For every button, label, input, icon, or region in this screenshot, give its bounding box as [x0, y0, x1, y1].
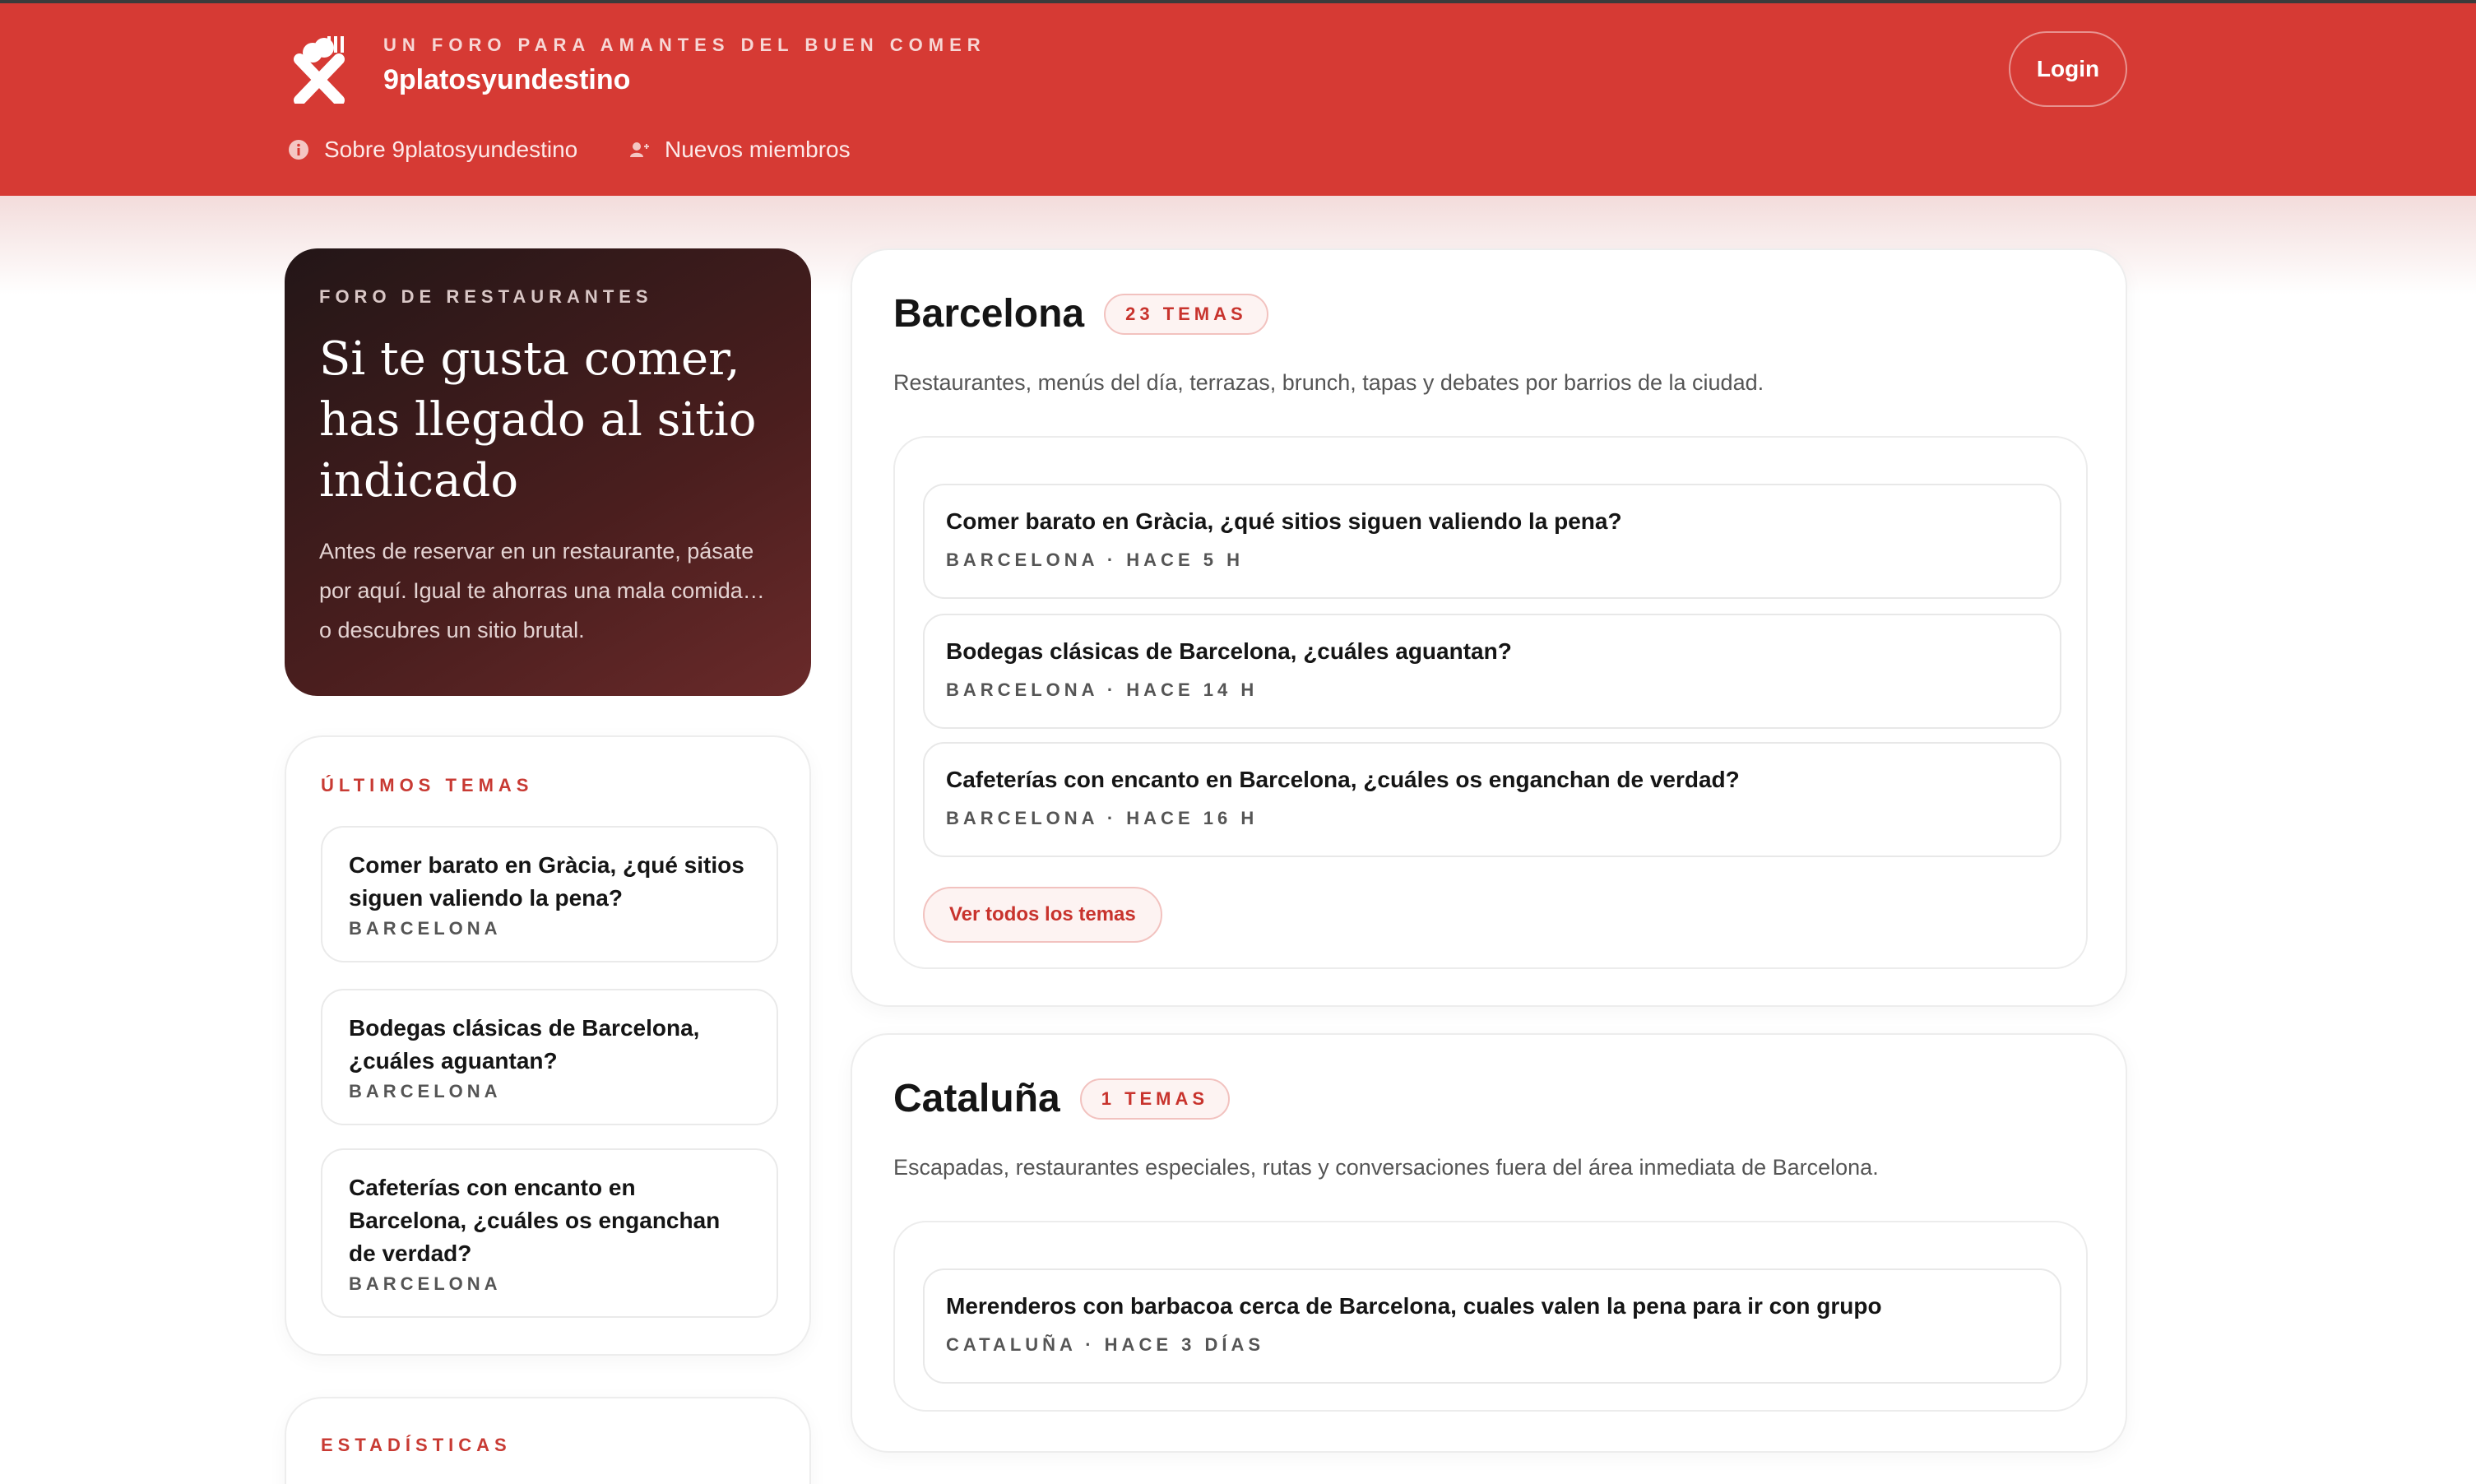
login-button[interactable]: Login [2009, 31, 2127, 107]
latest-topic-title: Comer barato en Gràcia, ¿qué sitios siguen valiendo la pena? [349, 852, 744, 911]
latest-topics-card [285, 735, 811, 1356]
topic-item[interactable] [923, 484, 2061, 599]
latest-topic-meta: BARCELONA [349, 1273, 502, 1294]
section-barcelona [851, 248, 2127, 1007]
topic-meta: BARCELONA · HACE 16 H [946, 808, 1259, 828]
nav-new-members[interactable] [628, 137, 851, 163]
nav-about[interactable] [288, 137, 577, 163]
topics-list [893, 436, 2088, 969]
stats-card [285, 1397, 811, 1484]
topic-item[interactable] [923, 1268, 2061, 1384]
section-title[interactable]: Barcelona [893, 292, 1085, 336]
latest-topic-item[interactable] [321, 989, 778, 1125]
topic-item[interactable] [923, 742, 2061, 857]
hero-card [285, 248, 811, 696]
section-cataluna [851, 1033, 2127, 1453]
section-description: Restaurantes, menús del día, terrazas, brunch, tapas y debates por barrios de la ciudad. [893, 370, 1764, 395]
hero-title: Si te gusta comer, has llegado al sitio indicado [319, 332, 757, 508]
topic-count-badge: 23 TEMAS [1104, 294, 1268, 335]
topic-title: Bodegas clásicas de Barcelona, ¿cuáles aguantan? [946, 638, 1512, 664]
topic-item[interactable] [923, 614, 2061, 729]
topic-meta: BARCELONA · HACE 14 H [946, 679, 1259, 700]
section-header [893, 291, 1268, 336]
topic-meta: CATALUÑA · HACE 3 DÍAS [946, 1334, 1265, 1355]
topic-meta: BARCELONA · HACE 5 H [946, 550, 1244, 570]
topic-title: Cafeterías con encanto en Barcelona, ¿cuáles os enganchan de verdad? [946, 767, 1740, 792]
hero-text: Antes de reservar en un restaurante, pásate por aquí. Igual te ahorras una mala comida… o descubres un sitio brutal. [319, 539, 765, 642]
hero-kicker: FORO DE RESTAURANTES [319, 286, 653, 307]
site-name[interactable]: 9platosyundestino [383, 64, 631, 95]
see-all-topics-button[interactable]: Ver todos los temas [923, 887, 1162, 943]
section-header [893, 1076, 1230, 1121]
site-tagline: UN FORO PARA AMANTES DEL BUEN COMER [383, 35, 986, 55]
topic-title: Comer barato en Gràcia, ¿qué sitios siguen valiendo la pena? [946, 508, 1622, 534]
latest-topic-item[interactable] [321, 826, 778, 962]
nav-about-label: Sobre 9platosyundestino [324, 137, 578, 162]
latest-topics-label: ÚLTIMOS TEMAS [321, 775, 534, 795]
latest-topic-title: Bodegas clásicas de Barcelona, ¿cuáles aguantan? [349, 1015, 700, 1074]
section-description: Escapadas, restaurantes especiales, rutas y conversaciones fuera del área inmediata de Barcelona. [893, 1155, 1879, 1180]
latest-topic-meta: BARCELONA [349, 1081, 502, 1101]
topic-title: Merenderos con barbacoa cerca de Barcelona, cuales valen la pena para ir con grupo [946, 1293, 1882, 1319]
latest-topic-item[interactable] [321, 1148, 778, 1318]
topics-list [893, 1221, 2088, 1412]
latest-topic-meta: BARCELONA [349, 918, 502, 939]
info-icon [288, 139, 309, 160]
topic-count-badge: 1 TEMAS [1080, 1078, 1230, 1120]
section-title[interactable]: Cataluña [893, 1077, 1060, 1120]
chef-fork-logo-icon[interactable] [288, 35, 350, 104]
user-add-icon [628, 139, 650, 160]
latest-topic-title: Cafeterías con encanto en Barcelona, ¿cuáles os enganchan de verdad? [349, 1175, 721, 1266]
stats-label: ESTADÍSTICAS [321, 1435, 512, 1455]
nav-new-members-label: Nuevos miembros [665, 137, 851, 162]
